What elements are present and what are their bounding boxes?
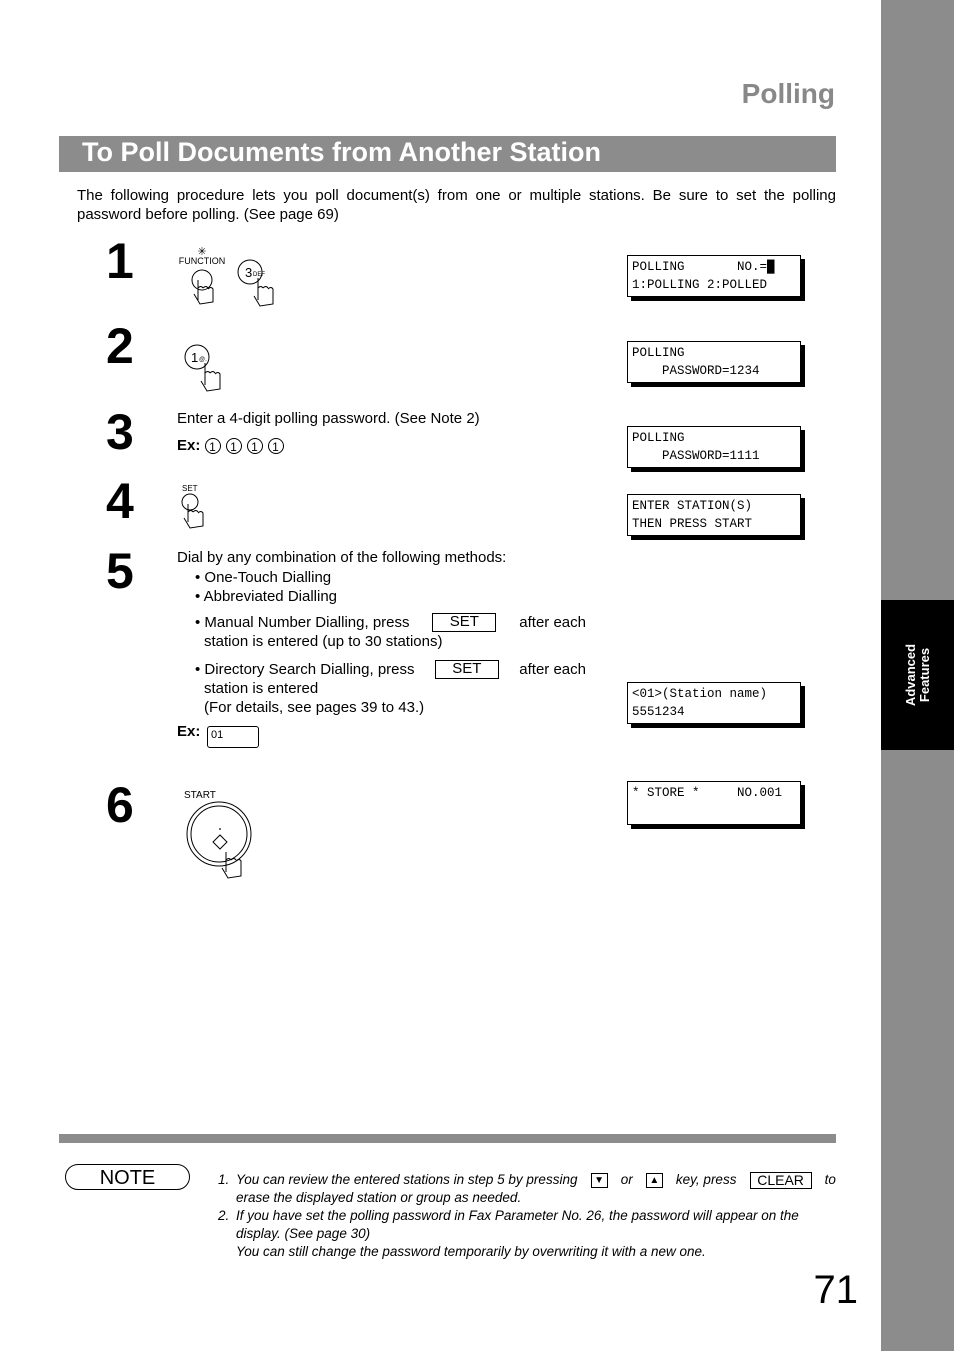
- note-item: [218, 1207, 836, 1261]
- lcd-line: PASSWORD=1234: [632, 364, 760, 378]
- lcd-display: [627, 494, 801, 536]
- step-number: 1: [106, 233, 134, 289]
- key-1-label: 1: [191, 350, 199, 365]
- note-text: erase the displayed station or group as needed.: [236, 1190, 522, 1205]
- example-row: [177, 436, 289, 455]
- lcd-line: * STORE * NO.001: [632, 786, 783, 800]
- digit-key-icon: 1: [205, 438, 221, 454]
- step-number: 3: [106, 404, 134, 460]
- directory-dialling-line3: (For details, see pages 39 to 43.): [204, 699, 425, 716]
- list-item: • Directory Search Dialling, press SET after each station is entered (For details, see pages 39 to 43.): [195, 660, 586, 716]
- manual-dialling-suffix: after each: [519, 614, 586, 631]
- lcd-line: ENTER STATION(S): [632, 499, 753, 513]
- set-key-icon: [179, 482, 213, 532]
- key-1-icon: [181, 343, 225, 393]
- page-title: To Poll Documents from Another Station: [82, 137, 601, 167]
- lcd-display: [627, 781, 801, 825]
- step-instruction: Enter a 4-digit polling password. (See Note 2): [177, 410, 480, 427]
- separator-bar: [59, 1134, 836, 1143]
- down-arrow-key-icon: ▼: [591, 1173, 608, 1188]
- start-key-icon: [180, 788, 260, 880]
- list-item: • Abbreviated Dialling: [195, 588, 338, 605]
- clear-key-icon: CLEAR: [750, 1172, 812, 1189]
- set-key-icon: SET: [435, 660, 499, 679]
- step-number: 6: [106, 777, 134, 833]
- step-number: 4: [106, 473, 134, 529]
- svg-text:✳: ✳: [197, 246, 207, 258]
- step-number: 5: [106, 543, 134, 599]
- lcd-line: POLLING: [632, 346, 685, 360]
- lcd-line: PASSWORD=1111: [632, 449, 760, 463]
- list-item: • One-Touch Dialling: [195, 569, 332, 586]
- key-3-sub: DEF: [253, 272, 265, 278]
- lcd-display: [627, 426, 801, 468]
- section-tab-line2: Features: [916, 647, 932, 703]
- lcd-display: [627, 682, 801, 724]
- section-tab: [881, 600, 954, 750]
- step-instruction: Dial by any combination of the following methods:: [177, 549, 507, 566]
- start-key-label: START: [184, 790, 216, 801]
- list-item-text: One-Touch Dialling: [204, 569, 332, 586]
- page-number: 71: [813, 1268, 858, 1312]
- note-text: You can review the entered stations in step 5 by pressing: [236, 1172, 578, 1187]
- key-3-icon: [234, 258, 278, 308]
- note-number: 1.: [218, 1172, 230, 1187]
- section-tab-line1: Advanced: [902, 643, 918, 707]
- lcd-line: 1:POLLING 2:POLLED: [632, 278, 768, 292]
- list-item-text: Abbreviated Dialling: [203, 588, 338, 605]
- note-text: key, press: [675, 1172, 737, 1187]
- directory-dialling-text: Directory Search Dialling, press: [204, 661, 415, 678]
- notes-list: [218, 1171, 836, 1261]
- digit-key-icon: 1: [226, 438, 242, 454]
- lcd-line: POLLING: [632, 431, 685, 445]
- function-key-label: FUNCTION: [178, 256, 226, 266]
- note-item: [218, 1171, 836, 1207]
- digit-key-icon: 1: [268, 438, 284, 454]
- lcd-display: [627, 255, 801, 297]
- set-key-label: SET: [182, 484, 198, 493]
- lcd-display: [627, 341, 801, 383]
- manual-dialling-text: Manual Number Dialling, press: [204, 614, 410, 631]
- directory-dialling-line2: station is entered: [204, 680, 319, 697]
- lcd-line: THEN PRESS START: [632, 517, 753, 531]
- up-arrow-key-icon: ▲: [646, 1173, 663, 1188]
- list-item: • Manual Number Dialling, press SET after each station is entered (up to 30 stations): [195, 613, 586, 650]
- manual-dialling-line2: station is entered (up to 30 stations): [204, 633, 443, 650]
- note-text: display. (See page 30): [236, 1226, 371, 1241]
- note-badge: NOTE: [65, 1164, 190, 1190]
- lcd-line: POLLING NO.=█: [632, 260, 775, 274]
- example-label: Ex:: [177, 437, 201, 454]
- key-1-sub: @.: [199, 357, 207, 363]
- intro-paragraph: The following procedure lets you poll document(s) from one or multiple stations. Be sure to set the polling password before polling. (See page 69): [77, 187, 836, 223]
- digit-key-icon: 1: [247, 438, 263, 454]
- note-number: 2.: [218, 1208, 230, 1223]
- section-heading: Polling: [741, 78, 835, 109]
- note-text: You can still change the password temporarily by overwriting it with a new one.: [236, 1244, 706, 1259]
- step-number: 2: [106, 318, 134, 374]
- set-key-icon: SET: [432, 613, 496, 632]
- note-text: to: [824, 1172, 836, 1187]
- example-label: Ex:: [177, 723, 201, 740]
- note-text: If you have set the polling password in Fax Parameter No. 26, the password will appear on the: [236, 1208, 799, 1223]
- directory-dialling-suffix: after each: [519, 661, 586, 678]
- example-entry-field: 01: [207, 726, 259, 748]
- lcd-line: <01>(Station name): [632, 687, 768, 701]
- title-bar: [59, 136, 836, 172]
- key-3-label: 3: [245, 265, 253, 280]
- note-text: or: [620, 1172, 633, 1187]
- lcd-line: 5551234: [632, 705, 685, 719]
